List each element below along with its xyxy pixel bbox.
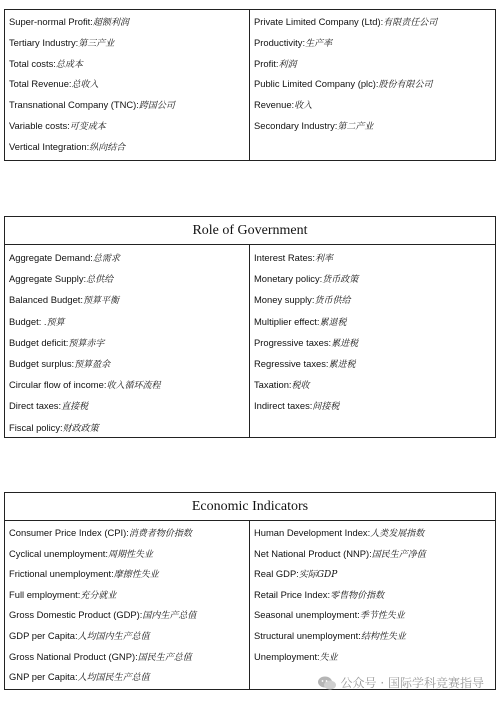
term-english: Retail Price Index: (254, 588, 331, 600)
term-english: Gross Domestic Product (GDP): (9, 609, 143, 621)
glossary-entry (9, 95, 249, 116)
right-column (250, 521, 495, 689)
term-english: Multiplier effect: (254, 315, 320, 327)
glossary-entry (254, 374, 495, 395)
term-english: Human Development Index: (254, 527, 371, 538)
term-english: Tertiary Industry: (9, 36, 79, 48)
term-chinese: 累进税 (328, 359, 356, 370)
term-chinese: 人均国民生产总值 (77, 673, 150, 684)
glossary-entry (9, 395, 249, 416)
term-chinese: 预算盈余 (74, 359, 111, 370)
term-english: Total costs: (9, 57, 56, 69)
term-chinese: 预算赤字 (68, 338, 105, 349)
glossary-entry (254, 311, 495, 332)
term-english: Taxation: (254, 379, 292, 391)
term-english: Regressive taxes: (254, 357, 329, 369)
term-english: Unemployment: (254, 650, 320, 662)
term-chinese: 国民生产净值 (371, 549, 426, 560)
term-english: Private Limited Company (Ltd): (254, 16, 384, 27)
term-english: Progressive taxes: (254, 336, 332, 348)
glossary-entry (9, 564, 249, 585)
glossary-entry (9, 289, 249, 310)
term-chinese: 总供给 (86, 275, 114, 286)
left-column (5, 245, 250, 437)
watermark (317, 674, 484, 691)
glossary-entry (254, 74, 495, 95)
wechat-icon (317, 675, 337, 691)
term-chinese: 股份有限公司 (378, 80, 433, 91)
term-english: Cyclical unemployment: (9, 547, 108, 559)
glossary-entry (9, 137, 249, 158)
term-chinese: 失业 (319, 652, 338, 663)
glossary-entry (254, 247, 495, 268)
term-chinese: 总成本 (55, 59, 83, 70)
term-chinese: 零售物价指数 (330, 590, 385, 601)
term-chinese: 总收入 (71, 80, 99, 91)
glossary-entry (254, 626, 495, 647)
term-chinese: 国民生产总值 (137, 652, 192, 663)
term-english: Frictional unemployment: (9, 568, 114, 580)
glossary-entry (9, 12, 249, 33)
term-english: Circular flow of income: (9, 379, 107, 391)
term-chinese: 财政政策 (62, 423, 99, 434)
glossary-entry (254, 647, 495, 668)
term-english: Monetary policy: (254, 273, 323, 285)
glossary-entry (9, 353, 249, 374)
term-chinese: 利润 (278, 59, 297, 70)
term-english: Budget deficit: (9, 336, 69, 348)
glossary-entry (9, 626, 249, 647)
term-english: Real GDP: (254, 568, 299, 580)
term-chinese: 收入循环流程 (106, 381, 161, 392)
term-english: GNP per Capita: (9, 671, 78, 683)
term-chinese: 第三产业 (78, 38, 115, 49)
glossary-entry (254, 268, 495, 289)
term-chinese: 跨国公司 (138, 101, 175, 112)
glossary-entry (9, 374, 249, 395)
term-chinese: 结构性失业 (360, 631, 406, 642)
term-chinese: 预算平衡 (83, 296, 120, 307)
table-columns (5, 10, 495, 160)
term-english: Aggregate Supply: (9, 273, 87, 285)
term-chinese: 人均国内生产总值 (77, 631, 150, 642)
term-english: Vertical Integration: (9, 140, 90, 152)
glossary-entry (254, 33, 495, 54)
term-english: Net National Product (NNP): (254, 547, 372, 559)
term-chinese: 季节性失业 (359, 611, 405, 622)
term-chinese: 可变成本 (69, 121, 106, 132)
term-chinese: 预算 (46, 317, 65, 328)
term-chinese: 间接税 (312, 402, 340, 413)
term-chinese: 纵向结合 (89, 142, 126, 153)
glossary-entry (9, 523, 249, 544)
term-chinese: 摩擦性失业 (113, 570, 159, 581)
term-english: Fiscal policy: (9, 421, 63, 433)
term-chinese: 周期性失业 (108, 549, 154, 560)
glossary-entry (254, 95, 495, 116)
term-english: Structural unemployment: (254, 629, 361, 641)
table-columns (5, 245, 495, 437)
glossary-entry (9, 54, 249, 75)
glossary-entry (254, 523, 495, 544)
term-chinese: 生产率 (305, 38, 333, 49)
glossary-entry (9, 647, 249, 668)
left-column (5, 10, 250, 160)
term-english: Indirect taxes: (254, 400, 313, 412)
term-english: Balanced Budget: (9, 294, 84, 306)
term-english: Total Revenue: (9, 78, 72, 90)
left-column (5, 521, 250, 689)
glossary-entry (9, 247, 249, 268)
term-chinese: 人类发展指数 (370, 529, 425, 539)
term-chinese: 第二产业 (337, 121, 374, 132)
glossary-entry (254, 116, 495, 137)
glossary-entry (254, 289, 495, 310)
term-english: Variable costs: (9, 119, 70, 131)
table-title: Economic Indicators (5, 493, 495, 521)
term-chinese: 收入 (294, 101, 313, 112)
right-column (250, 245, 495, 437)
right-column (250, 10, 495, 160)
term-chinese: 累进税 (331, 338, 359, 349)
glossary-entry (254, 353, 495, 374)
term-chinese: 消费者物价指数 (128, 529, 192, 539)
term-english: Transnational Company (TNC): (9, 99, 139, 111)
term-chinese: 国内生产总值 (142, 611, 197, 622)
watermark-text: 公众号 · 国际学科竞赛指导 (340, 676, 484, 690)
glossary-table-economic-indicators (4, 492, 496, 690)
glossary-entry (254, 332, 495, 353)
glossary-entry (254, 12, 495, 33)
glossary-entry (254, 395, 495, 416)
term-english: Interest Rates: (254, 252, 315, 263)
term-english: Budget: . (9, 315, 47, 327)
glossary-entry (9, 544, 249, 565)
term-chinese: 累退税 (319, 317, 347, 328)
term-chinese: 税收 (291, 381, 310, 392)
glossary-table-business (4, 9, 496, 161)
term-chinese: 货币供给 (314, 296, 351, 307)
term-english: Full employment: (9, 588, 81, 600)
term-chinese: 有限责任公司 (383, 18, 438, 28)
glossary-entry (9, 667, 249, 688)
term-english: Gross National Product (GNP): (9, 650, 138, 662)
glossary-entry (9, 332, 249, 353)
term-chinese: 直接税 (61, 402, 89, 413)
glossary-table-role-of-government (4, 216, 496, 438)
table-title: Role of Government (5, 217, 495, 245)
term-english: Consumer Price Index (CPI): (9, 527, 129, 538)
term-english: Revenue: (254, 99, 295, 111)
term-english: Secondary Industry: (254, 119, 338, 131)
term-english: Seasonal unemployment: (254, 609, 360, 621)
glossary-entry (254, 54, 495, 75)
term-chinese: 总需求 (92, 254, 120, 264)
term-english: Profit: (254, 57, 279, 69)
term-chinese: 超额利润 (92, 18, 129, 28)
term-english: Super-normal Profit: (9, 16, 93, 27)
term-english: Aggregate Demand: (9, 252, 93, 263)
glossary-entry (9, 311, 249, 332)
glossary-entry (254, 585, 495, 606)
term-english: GDP per Capita: (9, 629, 78, 641)
glossary-entry (9, 605, 249, 626)
term-english: Public Limited Company (plc): (254, 78, 379, 90)
glossary-entry (9, 585, 249, 606)
term-english: Productivity: (254, 36, 306, 48)
term-english: Direct taxes: (9, 400, 62, 412)
term-chinese: 充分就业 (80, 590, 117, 601)
glossary-entry (254, 605, 495, 626)
glossary-entry (9, 417, 249, 438)
glossary-entry (254, 544, 495, 565)
term-chinese: 利率 (314, 254, 333, 264)
term-chinese: 货币政策 (322, 275, 359, 286)
glossary-entry (9, 33, 249, 54)
glossary-entry (9, 268, 249, 289)
term-chinese: 实际GDP (298, 570, 338, 581)
term-english: Budget surplus: (9, 357, 75, 369)
term-english: Money supply: (254, 294, 315, 306)
glossary-entry (9, 116, 249, 137)
table-columns (5, 521, 495, 689)
glossary-entry (254, 564, 495, 585)
glossary-entry (9, 74, 249, 95)
